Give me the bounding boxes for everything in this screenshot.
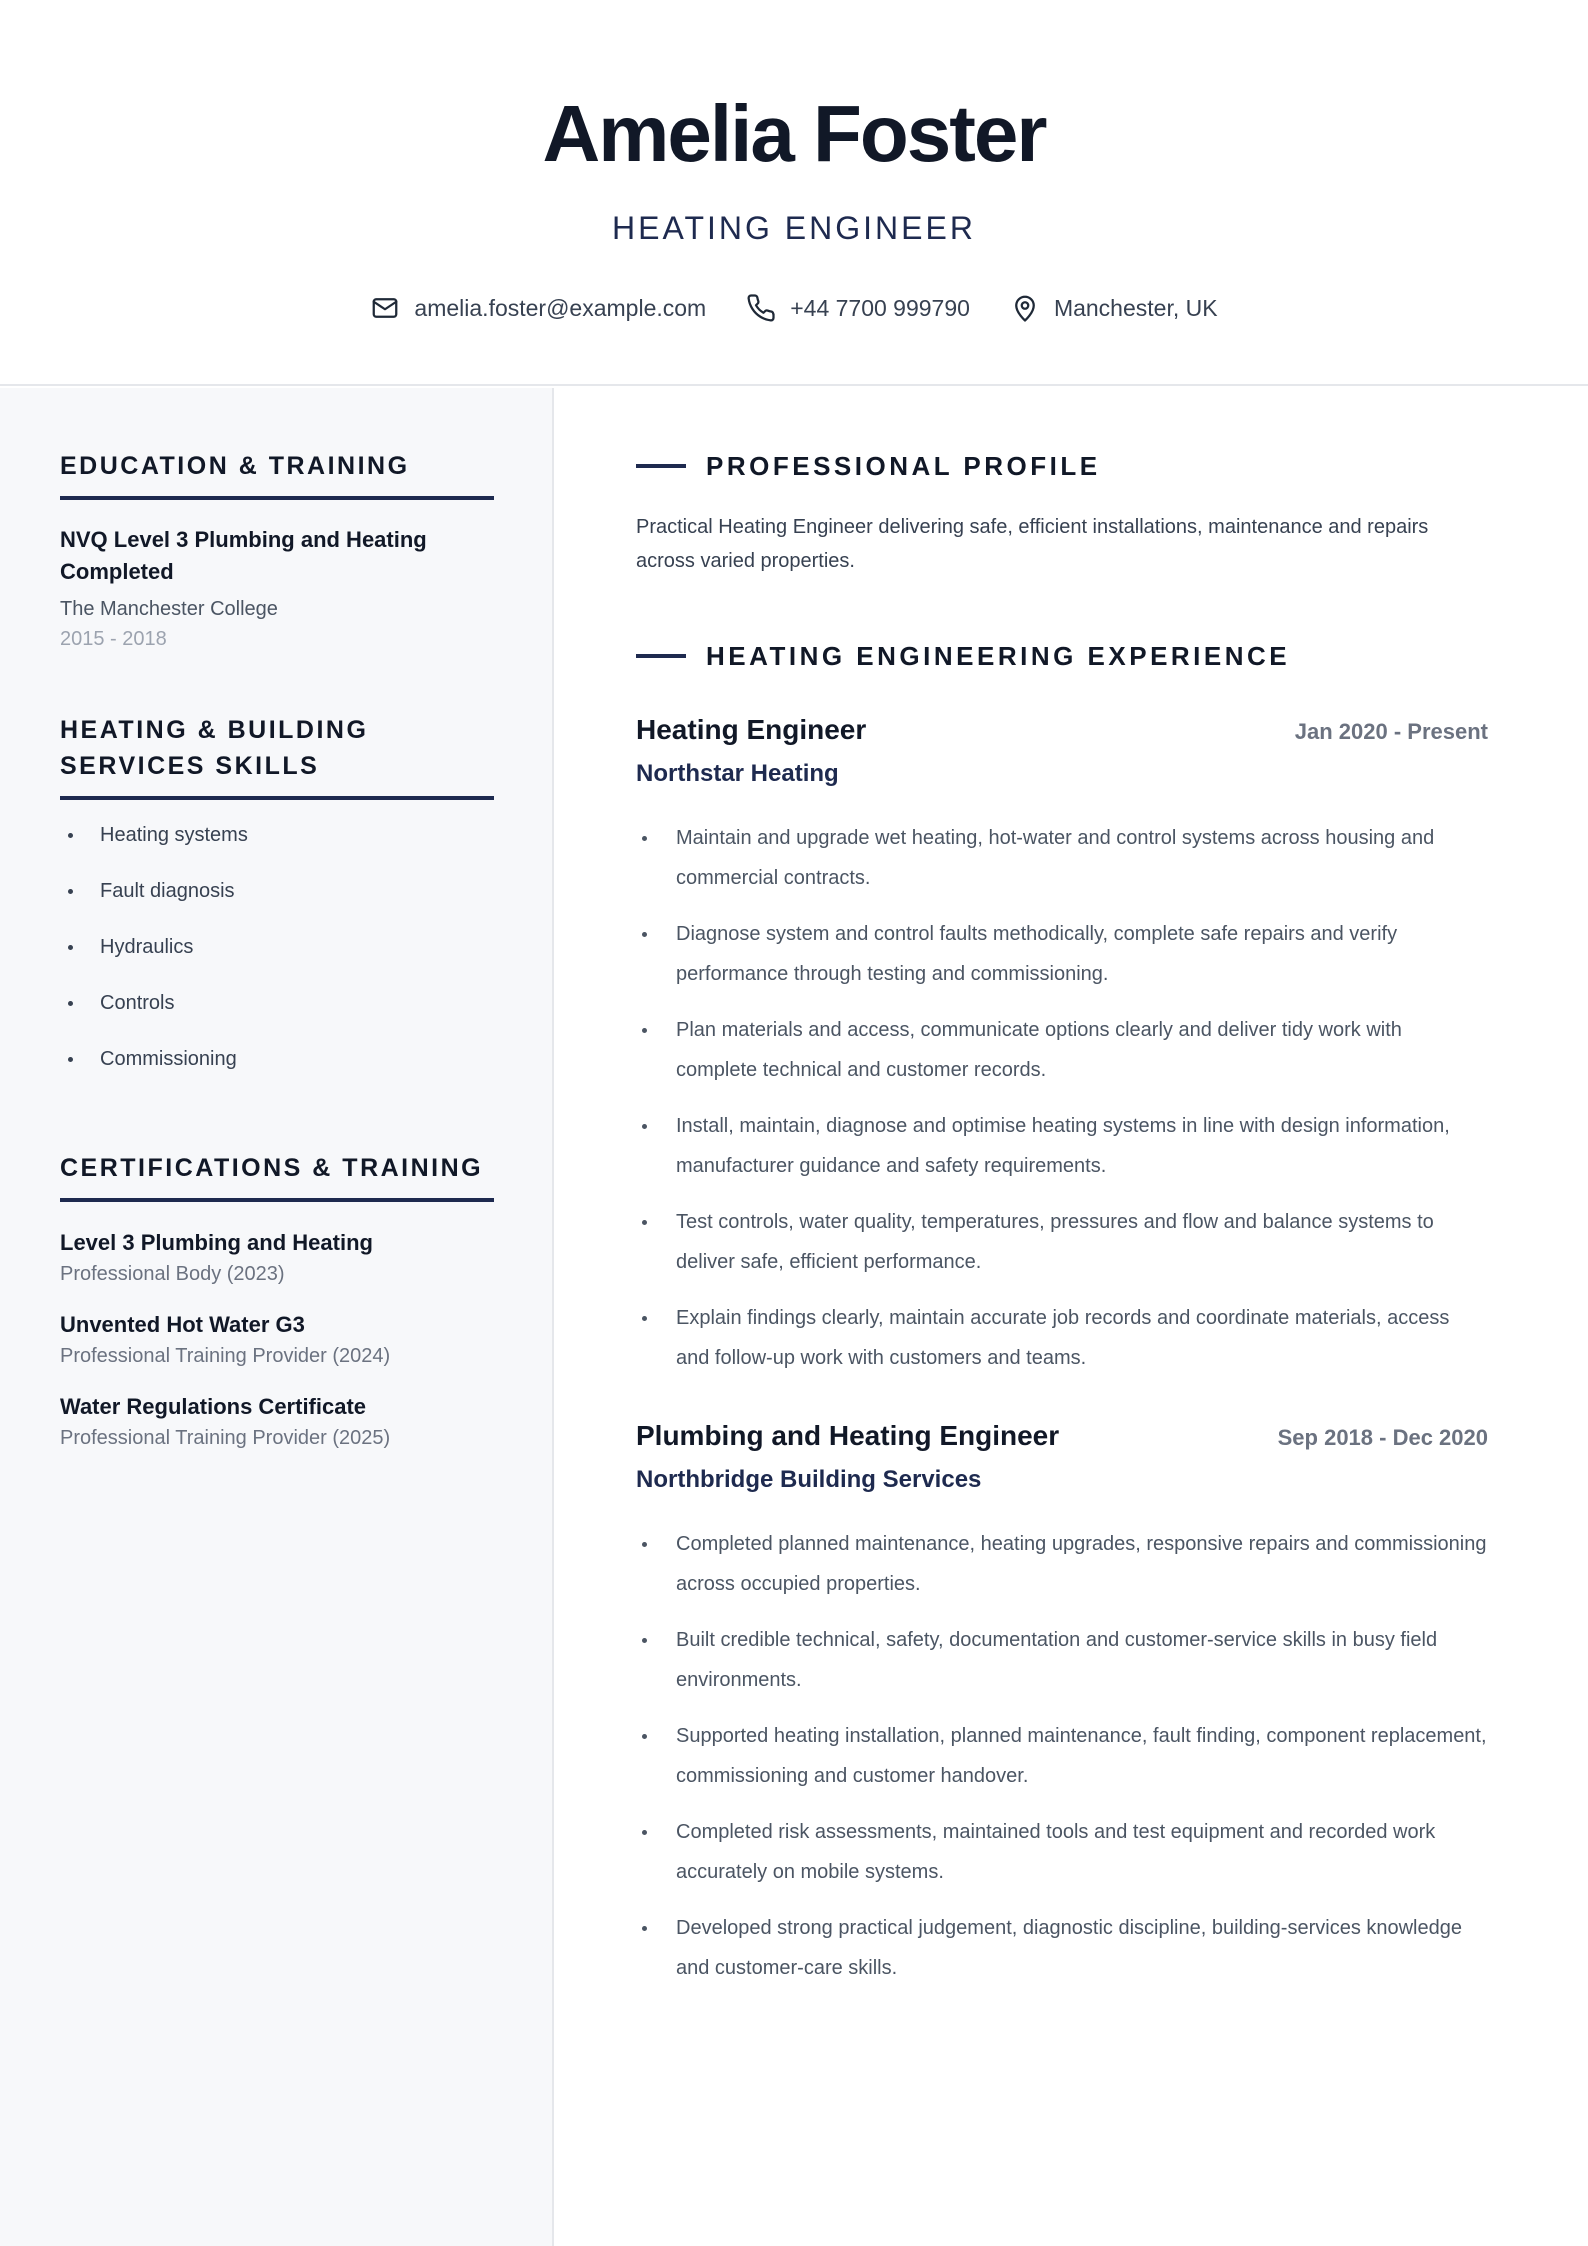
candidate-role: HEATING ENGINEER bbox=[612, 210, 976, 246]
profile-text: Practical Heating Engineer delivering safe, efficient installations, maintenance and repairs across varied properties. bbox=[636, 516, 1429, 572]
skills-section bbox=[60, 712, 494, 1100]
certification-meta: Professional Body (2023) bbox=[60, 1263, 285, 1285]
job-bullet: Built credible technical, safety, documentation and customer-service skills in busy field environments. bbox=[636, 1620, 1488, 1700]
experience-title: HEATING ENGINEERING EXPERIENCE bbox=[706, 641, 1291, 671]
job-company: Northbridge Building Services bbox=[636, 1466, 982, 1493]
contact-phone[interactable] bbox=[746, 290, 970, 326]
job-bullet: Completed risk assessments, maintained tools and test equipment and recorded work accurately on mobile systems. bbox=[636, 1812, 1488, 1892]
job-bullet: Developed strong practical judgement, diagnostic discipline, building-services knowledge and customer-care skills. bbox=[636, 1908, 1488, 1988]
contact-phone-text: +44 7700 999790 bbox=[790, 295, 970, 321]
resume-header bbox=[0, 0, 1588, 386]
job-title: Heating Engineer bbox=[636, 714, 867, 745]
certification-item bbox=[60, 1392, 494, 1452]
education-section bbox=[60, 448, 494, 654]
skill-item: Heating systems bbox=[60, 820, 494, 850]
skills-list bbox=[60, 820, 494, 1074]
profile-title: PROFESSIONAL PROFILE bbox=[706, 451, 1101, 481]
job-bullets bbox=[636, 818, 1488, 1378]
phone-icon bbox=[746, 293, 776, 323]
skills-title: HEATING & BUILDING SERVICES SKILLS bbox=[60, 712, 494, 800]
location-pin-icon bbox=[1010, 293, 1040, 323]
certification-item bbox=[60, 1310, 494, 1370]
job-bullet: Install, maintain, diagnose and optimise heating systems in line with design information, manufacturer guidance and safety requirements. bbox=[636, 1106, 1488, 1186]
education-title: EDUCATION & TRAINING bbox=[60, 448, 494, 500]
job-title: Plumbing and Heating Engineer bbox=[636, 1420, 1060, 1451]
contact-location bbox=[1010, 290, 1218, 326]
experience-heading bbox=[636, 638, 1290, 674]
job-bullet: Test controls, water quality, temperatures, pressures and flow and balance systems to deliver safe, efficient performance. bbox=[636, 1202, 1488, 1282]
job-bullet: Maintain and upgrade wet heating, hot-water and control systems across housing and commercial contracts. bbox=[636, 818, 1488, 898]
certification-item bbox=[60, 1228, 494, 1288]
job-entry bbox=[636, 710, 1488, 1394]
job-bullets bbox=[636, 1524, 1488, 1988]
job-bullet: Diagnose system and control faults methodically, complete safe repairs and verify performance through testing and commissioning. bbox=[636, 914, 1488, 994]
heading-rule bbox=[636, 464, 686, 468]
job-bullet: Supported heating installation, planned maintenance, fault finding, component replacement, commissioning and customer handover. bbox=[636, 1716, 1488, 1796]
skill-item: Fault diagnosis bbox=[60, 876, 494, 906]
skill-item: Controls bbox=[60, 988, 494, 1018]
job-bullet: Explain findings clearly, maintain accurate job records and coordinate materials, access and follow-up work with customers and teams. bbox=[636, 1298, 1488, 1378]
mail-icon bbox=[370, 293, 400, 323]
candidate-name: Amelia Foster bbox=[542, 89, 1046, 178]
skill-item: Commissioning bbox=[60, 1044, 494, 1074]
job-bullet: Plan materials and access, communicate options clearly and deliver tidy work with complete technical and customer records. bbox=[636, 1010, 1488, 1090]
contact-location-text: Manchester, UK bbox=[1053, 295, 1218, 321]
profile-heading bbox=[636, 448, 1101, 484]
job-company: Northstar Heating bbox=[636, 760, 839, 787]
sidebar bbox=[0, 388, 554, 2246]
contact-email[interactable] bbox=[370, 290, 706, 326]
job-header bbox=[636, 1416, 1488, 1458]
education-degree: NVQ Level 3 Plumbing and Heating Completed bbox=[60, 527, 427, 584]
education-years: 2015 - 2018 bbox=[60, 628, 167, 650]
certification-meta: Professional Training Provider (2025) bbox=[60, 1427, 391, 1449]
certification-meta: Professional Training Provider (2024) bbox=[60, 1345, 391, 1367]
job-entry bbox=[636, 1416, 1488, 2004]
certifications-title: CERTIFICATIONS & TRAINING bbox=[60, 1150, 494, 1202]
education-school: The Manchester College bbox=[60, 598, 278, 620]
heading-rule bbox=[636, 654, 686, 658]
contact-email-text: amelia.foster@example.com bbox=[414, 295, 707, 321]
certification-name: Level 3 Plumbing and Heating bbox=[60, 1230, 373, 1255]
certification-name: Water Regulations Certificate bbox=[60, 1394, 367, 1419]
job-header bbox=[636, 710, 1488, 752]
skill-item: Hydraulics bbox=[60, 932, 494, 962]
job-bullet: Completed planned maintenance, heating upgrades, responsive repairs and commissioning across occupied properties. bbox=[636, 1524, 1488, 1604]
certification-name: Unvented Hot Water G3 bbox=[60, 1312, 305, 1337]
certifications-section bbox=[60, 1150, 494, 1452]
job-dates: Sep 2018 - Dec 2020 bbox=[1277, 1425, 1488, 1450]
contact-row bbox=[0, 290, 1588, 326]
job-dates: Jan 2020 - Present bbox=[1294, 719, 1488, 744]
